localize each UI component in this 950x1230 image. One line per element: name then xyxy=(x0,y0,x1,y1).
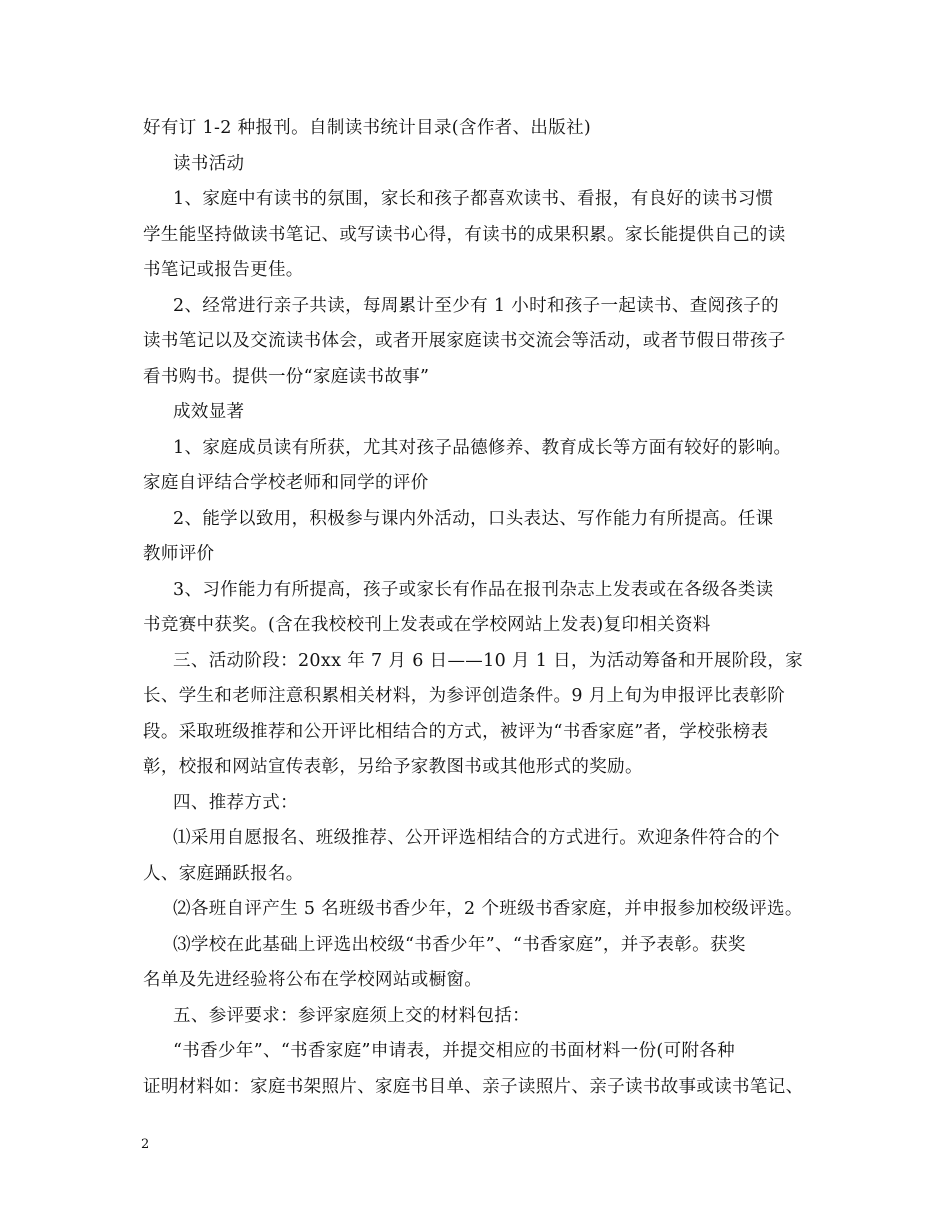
text-line: 学生能坚持做读书笔记、或写读书心得，有读书的成果积累。家长能提供自己的读 xyxy=(143,224,786,245)
document-body xyxy=(143,111,813,1105)
text-line: 人、家庭踊跃报名。 xyxy=(143,863,304,884)
text-line: ⑵各班自评产生 5 名班级书香少年，2 个班级书香家庭，并申报参加校级评选。 xyxy=(173,899,803,919)
section-heading-reading-activity: 读书活动 xyxy=(173,153,245,174)
text-line: 看书购书。提供一份“家庭读书故事” xyxy=(143,366,430,387)
text-line: ⑴采用自愿报名、班级推荐、公开评选相结合的方式进行。欢迎条件符合的个 xyxy=(173,828,780,848)
text-line: 名单及先进经验将公布在学校网站或橱窗。 xyxy=(143,970,483,990)
text-line: 彰，校报和网站宣传表彰，另给予家教图书或其他形式的奖励。 xyxy=(143,757,643,777)
text-line: 教师评价 xyxy=(143,544,215,564)
text-line: “书香少年”、“书香家庭”申请表，并提交相应的书面材料一份(可附各种 xyxy=(173,1041,736,1061)
text-line: 2、能学以致用，积极参与课内外活动，口头表达、写作能力有所提高。任课 xyxy=(173,508,774,529)
text-line: ⑶学校在此基础上评选出校级“书香少年”、“书香家庭”，并予表彰。获奖 xyxy=(173,934,746,955)
text-line: 3、习作能力有所提高，孩子或家长有作品在报刊杂志上发表或在各级各类读 xyxy=(173,579,774,600)
text-line: 家庭自评结合学校老师和同学的评价 xyxy=(143,473,429,493)
text-line: 1、家庭成员读有所获，尤其对孩子品德修养、教育成长等方面有较好的影响。 xyxy=(173,437,792,458)
section-heading-requirements: 五、参评要求：参评家庭须上交的材料包括： xyxy=(173,1005,530,1026)
text-line: 书笔记或报告更佳。 xyxy=(143,260,304,280)
text-line: 读书笔记以及交流读书体会，或者开展家庭读书交流会等活动，或者节假日带孩子 xyxy=(143,331,786,351)
section-heading-activity-stage: 三、活动阶段：20xx 年 7 月 6 日——10 月 1 日，为活动筹备和开展阶段，家 xyxy=(173,650,804,671)
text-line: 好有订 1-2 种报刊。自制读书统计目录(含作者、出版社) xyxy=(143,118,592,138)
page-number: 2 xyxy=(141,1137,150,1152)
text-line: 长、学生和老师注意积累相关材料，为参评创造条件。9 月上旬为申报评比表彰阶 xyxy=(143,686,786,706)
text-line: 段。采取班级推荐和公开评比相结合的方式，被评为“书香家庭”者，学校张榜表 xyxy=(143,721,769,742)
text-line: 1、家庭中有读书的氛围，家长和孩子都喜欢读书、看报，有良好的读书习惯 xyxy=(173,189,774,209)
text-line: 书竞赛中获奖。(含在我校校刊上发表或在学校网站上发表)复印相关资料 xyxy=(143,615,711,635)
section-heading-results: 成效显著 xyxy=(173,402,245,422)
section-heading-recommendation: 四、推荐方式： xyxy=(173,792,298,813)
text-line: 证明材料如：家庭书架照片、家庭书目单、亲子读照片、亲子读书故事或读书笔记、 xyxy=(143,1076,804,1097)
text-line: 2、经常进行亲子共读，每周累计至少有 1 小时和孩子一起读书、查阅孩子的 xyxy=(173,295,779,316)
